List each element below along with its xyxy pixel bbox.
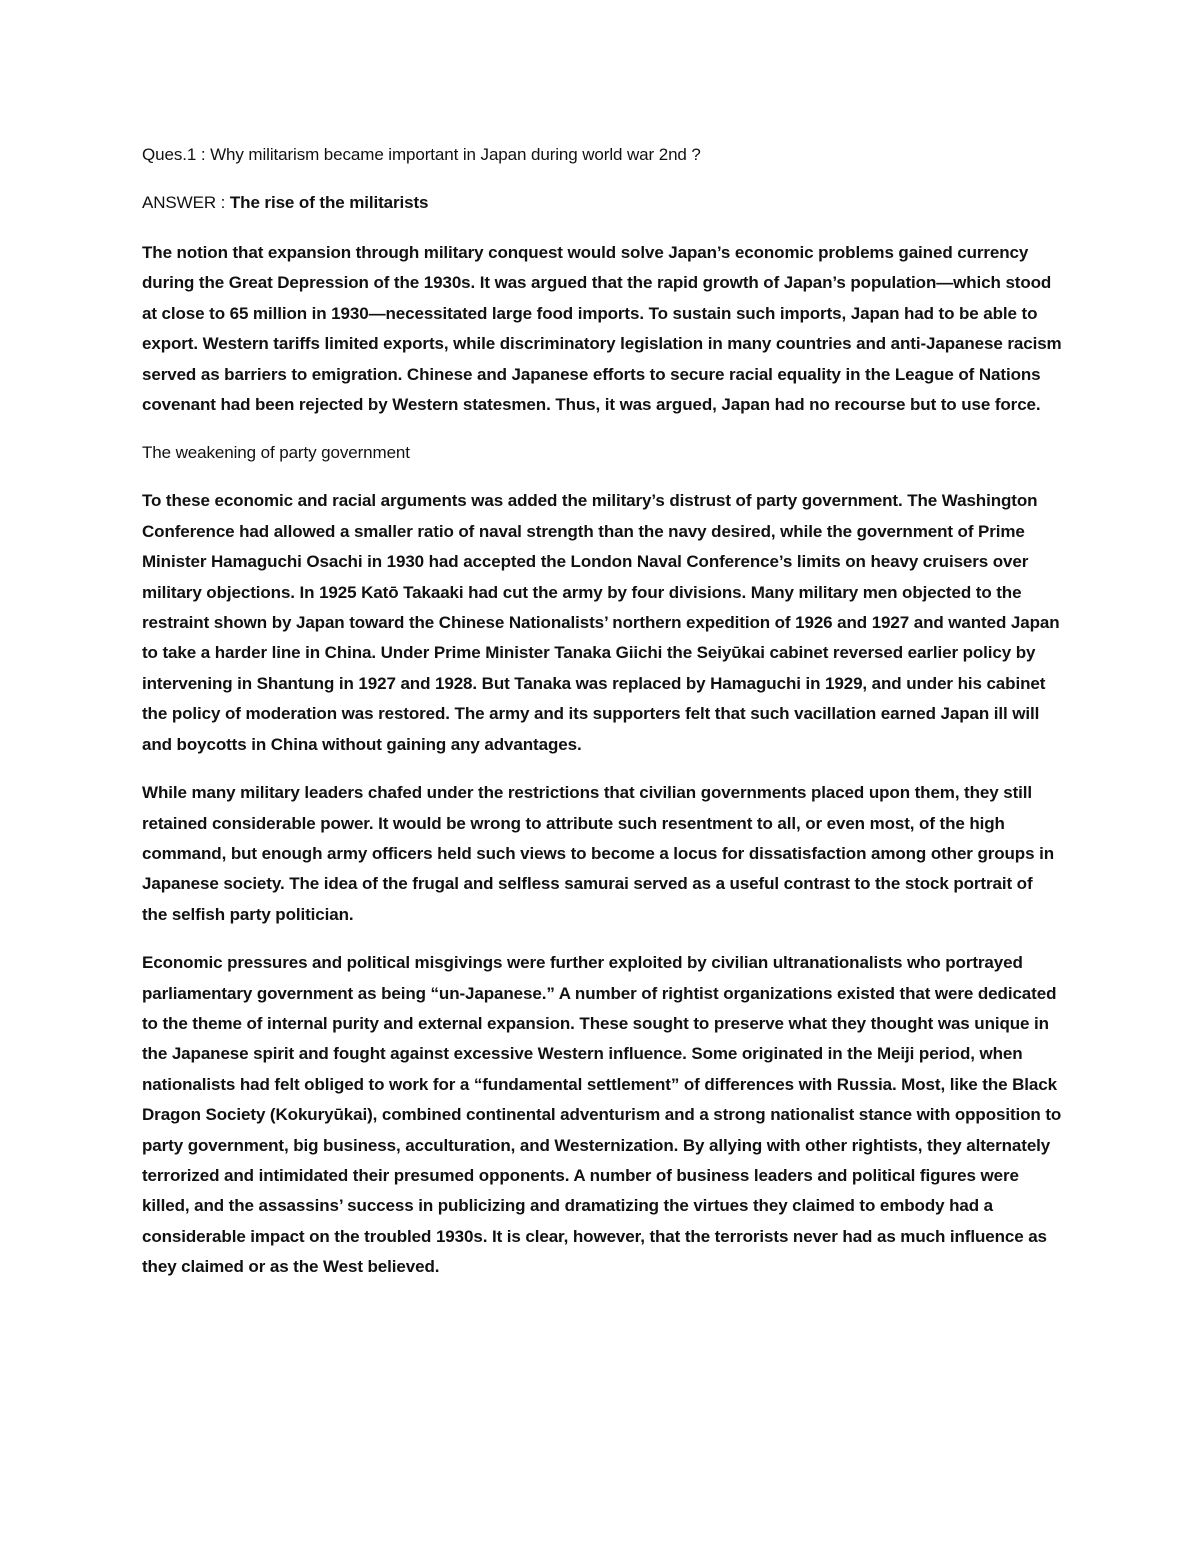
question-line: Ques.1 : Why militarism became important in Japan during world war 2nd ?	[142, 145, 701, 164]
document-body	[142, 140, 1062, 1301]
answer-title: The rise of the militarists	[229, 193, 429, 212]
paragraph-ultranationalists: Economic pressures and political misgivings were further exploited by civilian ultranationalists who portrayed parliamentary government as being “un-Japanese.” A number of rightist organizations existed that were dedicated to the theme of internal purity and external expansion. These sought to preserve what they thought was unique in the Japanese spirit and fought against excessive Western influence. Some originated in the Meiji period, when nationalists had felt obliged to work for a “fundamental settlement” of differences with Russia. Most, like the Black Dragon Society (Kokuryūkai), combined continental adventurism and a strong nationalist stance with opposition to party government, big business, acculturation, and Westernization. By allying with other rightists, they alternately terrorized and intimidated their presumed opponents. A number of business leaders and political figures were killed, and the assassins’ success in publicizing and dramatizing the virtues they claimed to embody had a considerable impact on the troubled 1930s. It is clear, however, that the terrorists never had as much influence as they claimed or as the West believed.	[142, 953, 1062, 1277]
paragraph-military-leaders: While many military leaders chafed under the restrictions that civilian governments placed upon them, they still retained considerable power. It would be wrong to attribute such resentment to all, or even most, of the high command, but enough army officers held such views to become a locus for dissatisfaction among other groups in Japanese society. The idea of the frugal and selfless samurai served as a useful contrast to the stock portrait of the selfish party politician.	[142, 783, 1054, 924]
paragraph-party-government: To these economic and racial arguments was added the military’s distrust of party government. The Washington Conference had allowed a smaller ratio of naval strength than the navy desired, while the government of Prime Minister Hamaguchi Osachi in 1930 had accepted the London Naval Conference’s limits on heavy cruisers over military objections. In 1925 Katō Takaaki had cut the army by four divisions. Many military men objected to the restraint shown by Japan toward the Chinese Nationalists’ northern expedition of 1926 and 1927 and wanted Japan to take a harder line in China. Under Prime Minister Tanaka Giichi the Seiyūkai cabinet reversed earlier policy by intervening in Shantung in 1927 and 1928. But Tanaka was replaced by Hamaguchi in 1929, and under his cabinet the policy of moderation was restored. The army and its supporters felt that such vacillation earned Japan ill will and boycotts in China without gaining any advantages.	[142, 491, 1060, 754]
answer-heading	[142, 188, 1062, 218]
paragraph-economic-argument: The notion that expansion through military conquest would solve Japan’s economic problems gained currency during the Great Depression of the 1930s. It was argued that the rapid growth of Japan’s population—which stood at close to 65 million in 1930—necessitated large food imports. To sustain such imports, Japan had to be able to export. Western tariffs limited exports, while discriminatory legislation in many countries and anti-Japanese racism served as barriers to emigration. Chinese and Japanese efforts to secure racial equality in the League of Nations covenant had been rejected by Western statesmen. Thus, it was argued, Japan had no recourse but to use force.	[142, 243, 1062, 415]
answer-prefix: ANSWER :	[142, 193, 230, 212]
section-heading: The weakening of party government	[142, 443, 410, 463]
